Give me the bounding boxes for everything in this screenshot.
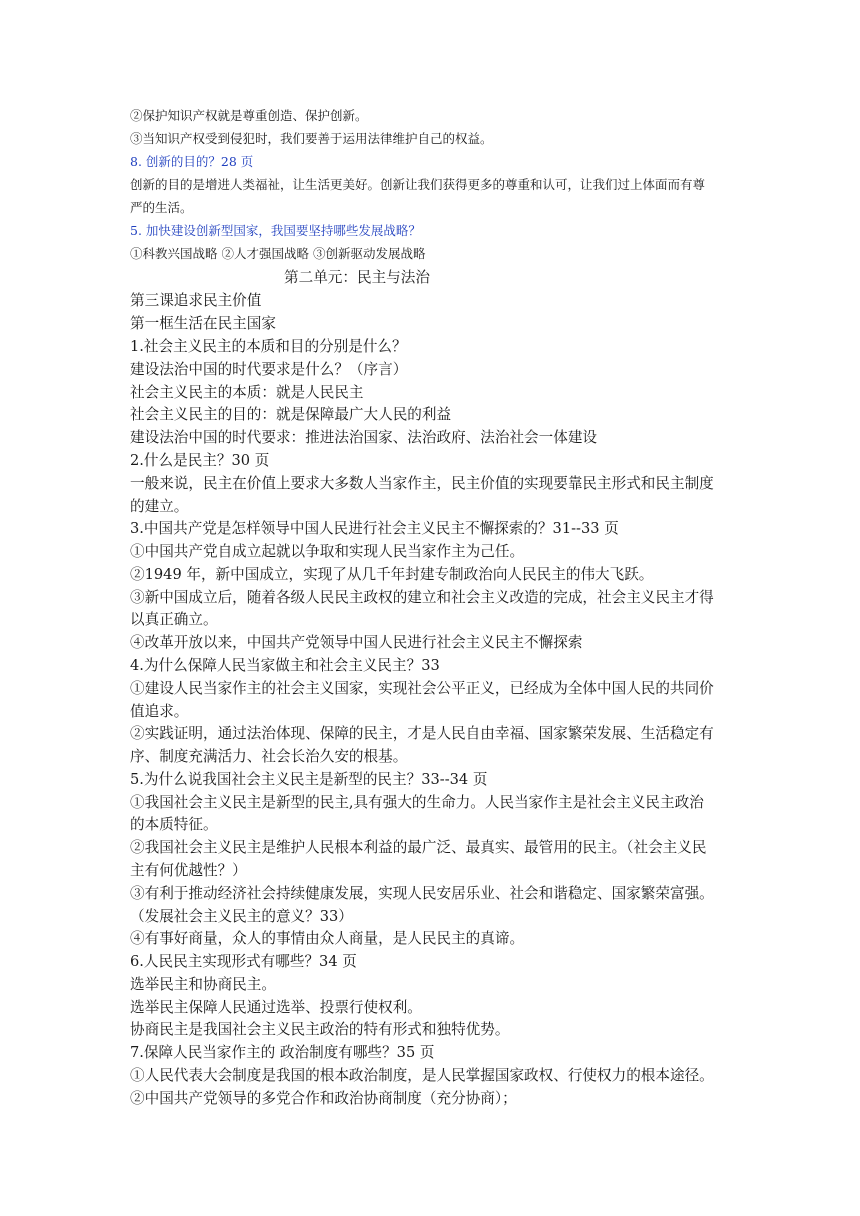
- ip-protection-point-2: ②保护知识产权就是尊重创造、保护创新。: [130, 108, 368, 123]
- ip-protection-point-3: ③当知识产权受到侵犯时，我们要善于运用法律维护自己的权益。: [130, 131, 493, 146]
- body-line: ③新中国成立后，随着各级人民民主政权的建立和社会主义改造的完成，社会主义民主才得: [130, 588, 714, 606]
- body-line: ②实践证明，通过法治体现、保障的民主，才是人民自由幸福、国家繁荣发展、生活稳定有: [130, 725, 714, 743]
- lesson-title: 第三课追求民主价值: [130, 292, 262, 309]
- question-5-answer: ①科教兴国战略 ②人才强国战略 ③创新驱动发展战略: [130, 246, 426, 261]
- question-8-answer-line-1: 创新的目的是增进人类福祉，让生活更美好。创新让我们获得更多的尊重和认可，让我们过上体面而有尊: [130, 177, 706, 192]
- question-8-answer-line-2: 严的生活。: [130, 200, 193, 215]
- body-line: 以真正确立。: [130, 611, 218, 629]
- body-line: 一般来说，民主在价值上要求大多数人当家作主，民主价值的实现要靠民主形式和民主制度: [130, 474, 714, 492]
- body-line: 1.社会主义民主的本质和目的分别是什么？: [130, 338, 407, 355]
- body-line: 建设法治中国的时代要求：推进法治国家、法治政府、法治社会一体建设: [130, 429, 598, 447]
- body-line: 主有何优越性？）: [130, 861, 247, 879]
- body-line: 建设法治中国的时代要求是什么？（序言）: [130, 360, 408, 378]
- body-line: 7.保障人民当家作主的 政治制度有哪些？35 页: [130, 1044, 435, 1062]
- body-line: 2.什么是民主？30 页: [130, 451, 270, 469]
- body-line: ②1949 年，新中国成立，实现了从几千年封建专制政治向人民民主的伟大飞跃。: [130, 565, 654, 583]
- body-line: 的本质特征。: [130, 816, 218, 834]
- unit-title: 第二单元：民主与法治: [284, 269, 430, 286]
- body-line: 值追求。: [130, 702, 189, 720]
- body-line: 协商民主是我国社会主义民主政治的特有形式和独特优势。: [130, 1021, 510, 1039]
- body-line: 选举民主保障人民通过选举、投票行使权利。: [130, 998, 422, 1016]
- body-line: 社会主义民主的本质：就是人民民主: [130, 383, 364, 401]
- body-line: ①我国社会主义民主是新型的民主,具有强大的生命力。人民当家作主是社会主义民主政治: [130, 793, 704, 811]
- body-line: 序、制度充满活力、社会长治久安的根基。: [130, 748, 408, 765]
- body-line: ④有事好商量，众人的事情由众人商量，是人民民主的真谛。: [130, 930, 525, 948]
- frame-title: 第一框生活在民主国家: [130, 315, 276, 332]
- question-8-heading: 8. 创新的目的？28 页: [130, 154, 254, 169]
- body-line: 4.为什么保障人民当家做主和社会主义民主？33: [130, 656, 440, 674]
- body-line: ①人民代表大会制度是我国的根本政治制度，是人民掌握国家政权、行使权力的根本途径。: [130, 1067, 714, 1084]
- body-line: ③有利于推动经济社会持续健康发展，实现人民安居乐业、社会和谐稳定、国家繁荣富强。: [130, 884, 714, 902]
- body-line: 社会主义民主的目的：就是保障最广大人民的利益: [130, 406, 452, 424]
- body-line: ①中国共产党自成立起就以争取和实现人民当家作主为己任。: [130, 543, 525, 560]
- body-line: 选举民主和协商民主。: [130, 975, 276, 993]
- body-line: ②中国共产党领导的多党合作和政治协商制度（充分协商）；: [130, 1089, 517, 1107]
- body-line: 的建立。: [130, 497, 189, 515]
- question-5-heading: 5. 加快建设创新型国家，我国要坚持哪些发展战略？: [130, 223, 421, 238]
- body-line: 6.人民民主实现形式有哪些？34 页: [130, 953, 357, 971]
- body-line: ①建设人民当家作主的社会主义国家，实现社会公平正义，已经成为全体中国人民的共同价: [130, 679, 714, 697]
- body-line: ②我国社会主义民主是维护人民根本利益的最广泛、最真实、最管用的民主。（社会主义民: [130, 839, 707, 857]
- body-line: （发展社会主义民主的意义？33）: [130, 907, 353, 925]
- body-line: 5.为什么说我国社会主义民主是新型的民主？33--34 页: [130, 770, 488, 788]
- body-line: ④改革开放以来，中国共产党领导中国人民进行社会主义民主不懈探索: [130, 634, 583, 652]
- body-line: 3.中国共产党是怎样领导中国人民进行社会主义民主不懈探索的？31--33 页: [130, 520, 619, 538]
